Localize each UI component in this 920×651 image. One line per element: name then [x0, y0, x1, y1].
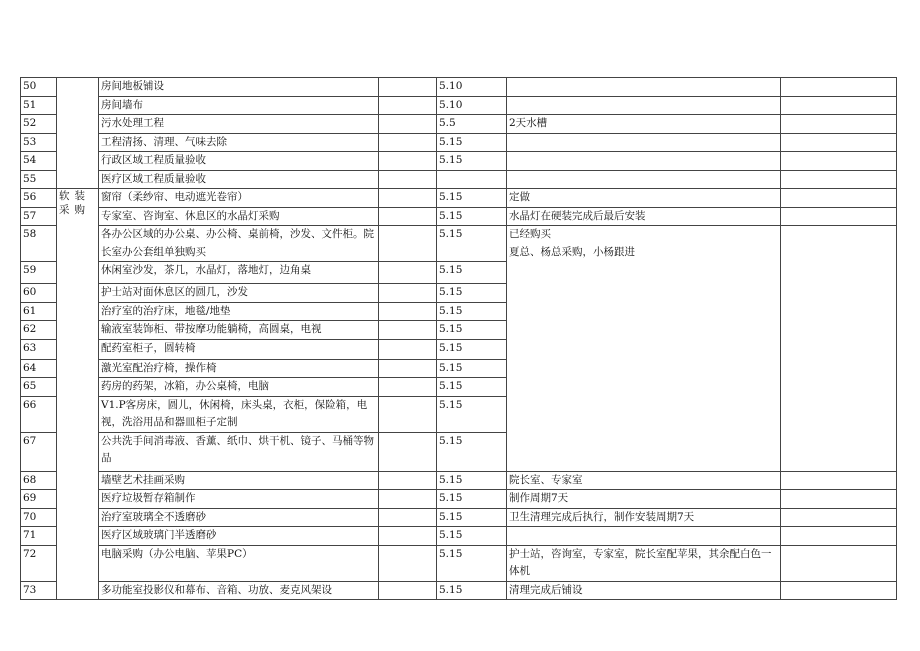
date-cell: 5.15 [437, 189, 507, 208]
item-cell: 行政区域工程质量验收 [99, 152, 379, 171]
category-label: 软装采购 [59, 190, 90, 216]
item-cell: 专家室、咨询室、休息区的水晶灯采购 [99, 207, 379, 226]
note-line: 已经购买 [509, 228, 551, 240]
item-cell: 治疗室的治疗床，地毯/地垫 [99, 302, 379, 321]
blank-cell [379, 133, 437, 152]
date-cell: 5.15 [437, 284, 507, 303]
item-cell: 激光室配治疗椅，操作椅 [99, 359, 379, 378]
table-row [21, 96, 897, 115]
table-row [21, 189, 897, 208]
blank-cell [379, 321, 437, 340]
item-cell: 房间墙布 [99, 96, 379, 115]
row-number: 54 [21, 152, 57, 171]
blank-cell [379, 207, 437, 226]
table-row [21, 226, 897, 262]
item-cell: 药房的药架，冰箱，办公桌椅，电脑 [99, 378, 379, 397]
note-cell [507, 78, 781, 97]
date-cell: 5.15 [437, 581, 507, 600]
date-cell: 5.15 [437, 226, 507, 262]
date-cell [437, 170, 507, 189]
blank-cell [379, 545, 437, 581]
blank-cell [781, 78, 897, 97]
blank-cell [379, 490, 437, 509]
blank-cell [781, 115, 897, 134]
blank-cell [781, 133, 897, 152]
blank-cell [379, 189, 437, 208]
table-row [21, 545, 897, 581]
table-row [21, 152, 897, 171]
blank-cell [379, 152, 437, 171]
date-cell: 5.15 [437, 339, 507, 359]
row-number: 67 [21, 432, 57, 471]
date-cell: 5.15 [437, 133, 507, 152]
blank-cell [379, 262, 437, 284]
table-row [21, 581, 897, 600]
blank-cell [781, 471, 897, 490]
date-cell: 5.15 [437, 396, 507, 432]
row-number: 72 [21, 545, 57, 581]
row-number: 60 [21, 284, 57, 303]
item-cell: 多功能室投影仪和幕布、音箱、功放、麦克风架设 [99, 581, 379, 600]
blank-cell [379, 96, 437, 115]
row-number: 71 [21, 527, 57, 546]
date-cell: 5.15 [437, 527, 507, 546]
item-cell: 电脑采购（办公电脑、苹果PC） [99, 545, 379, 581]
row-number: 58 [21, 226, 57, 262]
table-row [21, 471, 897, 490]
row-number: 62 [21, 321, 57, 340]
item-cell: 医疗区域玻璃门半透磨砂 [99, 527, 379, 546]
blank-cell [781, 152, 897, 171]
blank-cell [379, 115, 437, 134]
blank-cell [379, 339, 437, 359]
row-number: 53 [21, 133, 57, 152]
item-cell: 医疗区域工程质量验收 [99, 170, 379, 189]
blank-cell [781, 170, 897, 189]
item-cell: 公共洗手间消毒液、香薰、纸巾、烘干机、镜子、马桶等物品 [99, 432, 379, 471]
row-number: 51 [21, 96, 57, 115]
row-number: 64 [21, 359, 57, 378]
blank-cell [379, 78, 437, 97]
item-cell: 治疗室玻璃全不透磨砂 [99, 508, 379, 527]
date-cell: 5.15 [437, 321, 507, 340]
blank-cell [379, 378, 437, 397]
blank-cell [379, 508, 437, 527]
item-cell: 输液室装饰柜、带按摩功能躺椅，高圆桌，电视 [99, 321, 379, 340]
item-cell: 护士站对面休息区的圆几，沙发 [99, 284, 379, 303]
blank-cell [781, 508, 897, 527]
blank-cell [379, 471, 437, 490]
date-cell: 5.10 [437, 78, 507, 97]
row-number: 69 [21, 490, 57, 509]
blank-cell [781, 207, 897, 226]
blank-cell [781, 490, 897, 509]
note-cell [507, 96, 781, 115]
table-row [21, 78, 897, 97]
row-number: 57 [21, 207, 57, 226]
row-number: 70 [21, 508, 57, 527]
blank-cell [379, 581, 437, 600]
item-cell: 工程清扬、清理、气味去除 [99, 133, 379, 152]
blank-cell [379, 302, 437, 321]
note-cell: 水晶灯在硬装完成后最后安装 [507, 207, 781, 226]
row-number: 50 [21, 78, 57, 97]
row-number: 66 [21, 396, 57, 432]
table-row [21, 115, 897, 134]
date-cell: 5.10 [437, 96, 507, 115]
note-cell: 院长室、专家室 [507, 471, 781, 490]
table-row [21, 133, 897, 152]
row-number: 55 [21, 170, 57, 189]
row-number: 56 [21, 189, 57, 208]
note-line: 夏总、杨总采购，小杨跟进 [509, 245, 635, 258]
row-number: 52 [21, 115, 57, 134]
date-cell: 5.15 [437, 490, 507, 509]
note-cell [507, 170, 781, 189]
note-cell [507, 133, 781, 152]
table-row [21, 508, 897, 527]
date-cell: 5.15 [437, 302, 507, 321]
row-number: 65 [21, 378, 57, 397]
item-cell: 配药室柜子，圆转椅 [99, 339, 379, 359]
date-cell: 5.15 [437, 432, 507, 471]
blank-cell [379, 284, 437, 303]
date-cell: 5.15 [437, 262, 507, 284]
item-cell: 污水处理工程 [99, 115, 379, 134]
date-cell: 5.15 [437, 359, 507, 378]
item-cell: 休闲室沙发，茶几，水晶灯，落地灯，边角桌 [99, 262, 379, 284]
item-cell: 医疗垃圾暂存箱制作 [99, 490, 379, 509]
category-cell-blank [57, 78, 99, 189]
blank-cell [379, 527, 437, 546]
note-cell [507, 527, 781, 546]
note-cell [507, 152, 781, 171]
item-cell: 房间地板铺设 [99, 78, 379, 97]
blank-cell [379, 396, 437, 432]
date-cell: 5.5 [437, 115, 507, 134]
date-cell: 5.15 [437, 207, 507, 226]
row-number: 63 [21, 339, 57, 359]
note-cell-merged [507, 226, 781, 472]
blank-cell [379, 226, 437, 262]
item-cell: 墙壁艺术挂画采购 [99, 471, 379, 490]
item-cell: 各办公区域的办公桌、办公椅、桌前椅，沙发、文件柜。院长室办公套组单独购买 [99, 226, 379, 262]
date-cell: 5.15 [437, 545, 507, 581]
row-number: 59 [21, 262, 57, 284]
date-cell: 5.15 [437, 378, 507, 397]
blank-cell [379, 359, 437, 378]
note-cell: 清理完成后铺设 [507, 581, 781, 600]
note-cell: 2天水槽 [507, 115, 781, 134]
table-row [21, 527, 897, 546]
blank-cell [781, 189, 897, 208]
item-cell: 窗帘（柔纱帘、电动遮光卷帘） [99, 189, 379, 208]
table-row [21, 170, 897, 189]
schedule-table [20, 77, 897, 600]
date-cell: 5.15 [437, 152, 507, 171]
row-number: 68 [21, 471, 57, 490]
note-cell: 制作周期7天 [507, 490, 781, 509]
blank-cell [781, 581, 897, 600]
category-cell-soft [57, 189, 99, 600]
row-number: 61 [21, 302, 57, 321]
table-row [21, 490, 897, 509]
note-cell: 定做 [507, 189, 781, 208]
date-cell: 5.15 [437, 508, 507, 527]
blank-cell [781, 545, 897, 581]
table-row [21, 207, 897, 226]
note-cell: 护士站，咨询室，专家室，院长室配苹果，其余配白色一体机 [507, 545, 781, 581]
blank-cell [379, 432, 437, 471]
item-cell: V1.P客房床，圆儿，休闲椅，床头桌，衣柜，保险箱，电视，洗浴用品和器皿柜子定制 [99, 396, 379, 432]
note-cell: 卫生清理完成后执行，制作安装周期7天 [507, 508, 781, 527]
blank-cell [379, 170, 437, 189]
blank-cell [781, 226, 897, 472]
row-number: 73 [21, 581, 57, 600]
blank-cell [781, 96, 897, 115]
date-cell: 5.15 [437, 471, 507, 490]
blank-cell [781, 527, 897, 546]
